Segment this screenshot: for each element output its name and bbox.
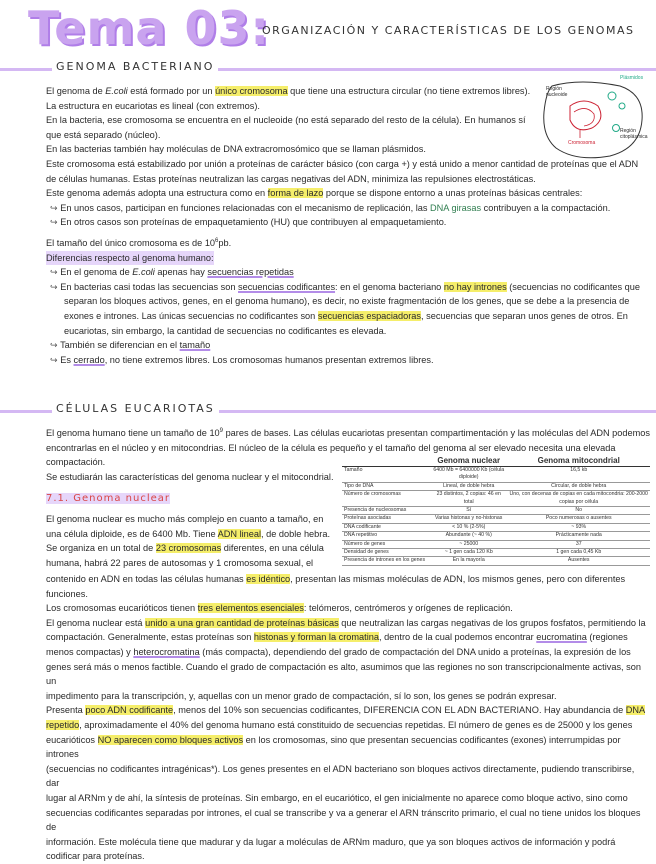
- section-title-eukaryotic: CÉLULAS EUCARIOTAS: [52, 402, 219, 415]
- bacterial-paragraph-main: Este cromosoma está estabilizado por unión a proteínas de carácter básico (con carga +) y está unido a menor cantidad de proteínas que el ADN de células humanas. Estas proteínas neutralizan las cargas negativas del ADN, minimiza las repulsiones electrostáticas. Este genoma además adopta una estructura como en forma de lazo porque se dispone entorno a unas proteínas básicas centrales: ↪ En unos casos, participan en funciones relacionadas con el mecanismo de replicación, las DNA girasas contribuyen a la compactación. ↪ En otros casos son proteínas de empaquetamiento (HU) que contribuyen al empaquetamiento. El tamaño del único cromosoma es de $10^6pb$. Diferencias respecto al genoma humano: ↪ En el genoma de E.coli apenas hay secuencias repetidas ↪ En bacterias casi todas las secuencias son secuencias codificantes: en el genoma bacteriano no hay intrones (secuencias no codificantes que separan los bloques activos, genes, en el genoma humano), es decir, no existe fragmentación de los genes, que se debe a la presencia de exones e intrones. Las únicas secuencias no codificantes son secuencias espaciadoras, secuencias que separan unos genes de otros. En eucariotas, sin embargo, la cantidad de secuencias no codificantes es elevada. ↪ También se diferencian en el tamaño ↪ Es cerrado, no tiene extremos libres. Los cromosomas humanos presentan extremos libres.: [46, 159, 640, 365]
- diagram-label-chromosome: Cromosoma: [568, 140, 596, 146]
- diagram-label-cytoplasm: Región citoplásmica: [620, 128, 648, 140]
- eukaryotic-intro: El genoma humano tiene un tamaño de $10^9$ pares de bases. Las células eucariotas presentan compartimentación y las moléculas del ADN podemos encontrarlas en el núcleo y en mitocondrias. El núcleo de la célula es pequeño y el tamaño del genoma al ser elevado necesita una elevada compactación. Se estudiarán las características del genoma nuclear y el mitocondrial.: [46, 428, 650, 482]
- table-row: Densidad de genes ~ 1 gen cada 120 Kb 1 gen cada 0,45 Kb: [342, 549, 650, 557]
- table-row: DNA repetitivo Abundante (~ 40 %) Prácticamente nada: [342, 532, 650, 540]
- page-subtitle: ORGANIZACIÓN Y CARACTERÍSTICAS DE LOS GENOMAS: [262, 24, 635, 37]
- nuclear-paragraph-full: contenido en ADN en todas las células humanas es idéntico, presentan las mismas moléculas de ADN, los mismos genes, pero con diferentes funciones. Los cromosomas eucarióticos tienen tres elementos esenciales: telómeros, centrómeros y orígenes de replicación. El genoma nuclear está unido a una gran cantidad de proteínas básicas que neutralizan las cargas negativas de los grupos fosfatos, permitiendo la compactación. Generalmente, estas proteínas son histonas y forman la cromatina, dentro de la cual podemos encontrar eucromatina (regiones menos compactas) y heterocromatina (más compacta), dependiendo del grado de compactación del DNA unido a proteínas, la expresión de los genes será más o menos factible. Cuando el grado de compactación es alto, asumimos que las regiones no son transcripcionalmente activas, son un impedimento para la transcripción, y, aquellas con un menor grado de compactación, sí lo son, los genes se podrán expresar. Presenta poco ADN codificante, menos del 10% son secuencias codificantes, DIFERENCIA CON EL ADN BACTERIANO. Hay abundancia de DNA repetido, aproximadamente el 40% del genoma humano está constituido de secuencias repetidas. El número de genes es de 25000 y los genes eucarióticos NO aparecen como bloques activos en los cromosomas, sino que presentan secuencias codificantes (exones) interrumpidas por intrones (secuencias no codificantes intragénicas*). Los genes presentes en el ADN bacteriano son bloques activos directamente, pudiendo transcribirse, dar lugar al ARNm y de ahí, la síntesis de proteínas. Sin embargo, en el eucariótico, el gen inicialmente no aparece como bloque activo, sino como secuencias codificantes separadas por intrones, el cual se transcribe y va a generar el ARN tránscrito primario, el cual no tiene unidos los bloques de información. Este molécula tiene que madurar y da lugar a moléculas de ARNm maduro, que ya son bloques activos de información y podrá codificar para proteínas.: [46, 574, 646, 862]
- table-row: Presencia de intrones en los genes En la mayoría Ausentes: [342, 557, 650, 565]
- table-row: DNA codificante < 10 % (2-5%) ~ 93%: [342, 523, 650, 531]
- page-title: Tema 03:: [28, 1, 270, 55]
- table-row: Número de genes ~ 25000 37: [342, 540, 650, 548]
- table-row: Proteínas asociadas Varias histonas y no-histonas Poco numerosas o ausentes: [342, 515, 650, 523]
- section-title-bacterial: GENOMA BACTERIANO: [52, 60, 218, 73]
- diagram-label-nucleoid: Región nucleoide: [546, 86, 568, 98]
- table-header-mito: Genoma mitocondrial: [507, 456, 650, 467]
- table-row: Tamaño 6400 Mb = 6400000 Kb (célula diploide) 16,5 kb: [342, 467, 650, 483]
- table-row: Tipo de DNA Lineal, de doble hebra Circular, de doble hebra: [342, 482, 650, 490]
- genome-comparison-table: [342, 456, 650, 566]
- table-row: Número de cromosomas 23 distintos, 2 copias: 46 en total Uno, con decenas de copias en cada mitocondria: 200-2000 copias por célula: [342, 491, 650, 507]
- table-row: Presencia de nucleosomas Sí No: [342, 507, 650, 515]
- subsection-title-nuclear: 7.1. Genoma nuclear: [46, 493, 171, 504]
- differences-heading: Diferencias respecto al genoma humano:: [46, 251, 214, 266]
- diagram-label-plasmids: Plásmidos: [620, 75, 644, 81]
- bacterial-paragraph-top: El genoma de E.coli está formado por un único cromosoma que tiene una estructura circular (no tiene extremos libres). La estructura en eucariotas es lineal (con extremos). En la bacteria, ese cromosoma se encuentra en el nucleoide (no está separado del resto de la célula). En humanos sí que está separado (núcleo). En las bacterias también hay moléculas de DNA extracromosómico que se llaman plásmidos.: [46, 86, 531, 155]
- nuclear-paragraph-left: El genoma nuclear es mucho más complejo en cuanto a tamaño, en una célula diploide, es de 6400 Mb. Tiene ADN lineal, de doble hebra. Se organiza en un total de 23 cromosomas diferentes, en una célula humana, habrá 22 pares de autosomas y 1 cromosoma sexual, el: [46, 514, 330, 568]
- table-header-nuclear: Genoma nuclear: [430, 456, 507, 467]
